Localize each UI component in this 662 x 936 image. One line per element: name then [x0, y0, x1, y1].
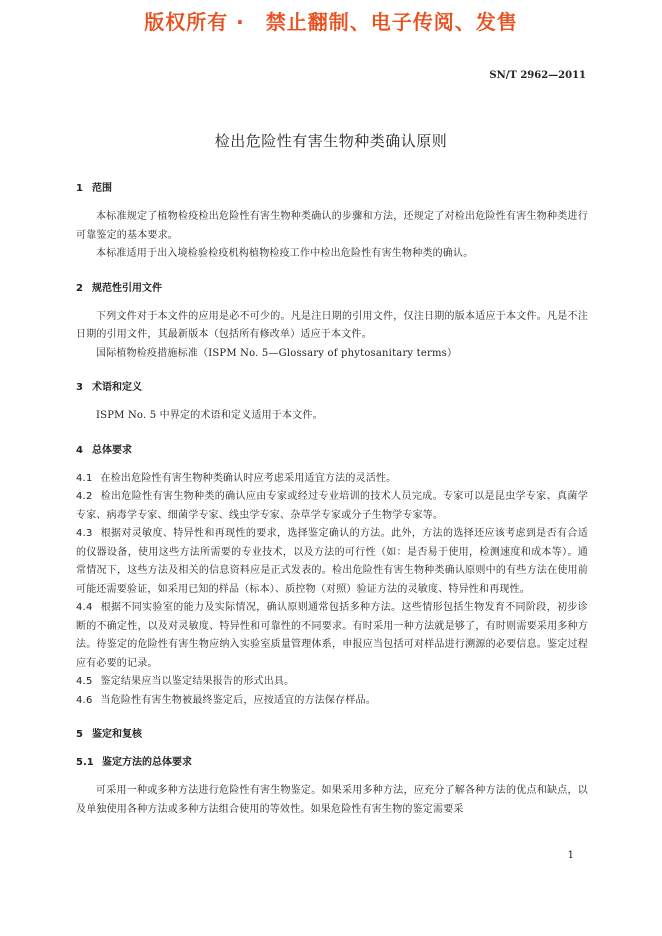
section-3-heading	[76, 379, 588, 397]
clause-number: 4.5	[76, 676, 93, 687]
section-title: 鉴定和复核	[92, 729, 142, 740]
clause-number: 4.2	[76, 491, 93, 502]
section-number: 5	[76, 729, 83, 740]
clause-4-4	[76, 599, 588, 673]
clause-number: 4.1	[76, 472, 93, 484]
section-title: 总体要求	[92, 444, 132, 456]
paragraph: 可采用一种或多种方法进行危险性有害生物鉴定。如果采用多种方法，应充分了解各种方法的优点和缺点，以及单独使用各种方法或多种方法组合使用的等效性。如果危险性有害生物的鉴定需要采	[76, 785, 588, 815]
clause-text: 鉴定结果应当以鉴定结果报告的形式出具。	[100, 676, 295, 687]
paragraph: 本标准适用于出入境检验检疫机构植物检疫工作中检出危险性有害生物种类的确认。	[96, 248, 474, 259]
section-1-heading	[76, 180, 588, 198]
section-2-heading	[76, 280, 588, 298]
standard-code: SN/T 2962—2011	[489, 70, 586, 81]
paragraph: 国际植物检疫措施标准（ISPM No. 5—Glossary of phytosanitary terms）	[96, 347, 458, 359]
subsection-number: 5.1	[76, 757, 94, 768]
subsection-5-1-heading	[76, 754, 588, 772]
paragraph: ISPM No. 5 中界定的术语和定义适用于本文件。	[96, 410, 323, 421]
paragraph: 下列文件对于本文件的应用是必不可少的。凡是注日期的引用文件，仅注日期的版本适应于本文件。凡是不注日期的引用文件，其最新版本（包括所有修改单）适应于本文件。	[76, 310, 588, 340]
clause-4-1	[76, 470, 588, 489]
clause-text: 在检出危险性有害生物种类确认时应考虑采用适宜方法的灵活性。	[100, 472, 397, 484]
section-title: 范围	[92, 183, 112, 194]
clause-text: 根据对灵敏度、特异性和再现性的要求，选择鉴定确认的方法。此外，方法的选择还应该考虑到是否有合适的仪器设备，使用这些方法所需要的专业技术，以及方法的可行性（如：是否易于使用，检测速度和成本等）。通常情况下，这些方法及相关的信息资料应是正式发表的。检出危险性有害生物种类确认原则中的有些方法在使用前可能还需要验证，如采用已知的样品（标本）、质控物（对照）验证方法的灵敏度、特异性和再现性。	[76, 528, 588, 595]
page-number: 1	[567, 850, 574, 861]
clause-number: 4.4	[76, 602, 93, 613]
document-body	[76, 180, 588, 819]
clause-text: 当危险性有害生物被最终鉴定后，应按适宜的方法保存样品。	[100, 694, 376, 706]
clause-number: 4.6	[76, 694, 93, 706]
section-number: 2	[76, 282, 83, 294]
clause-4-3	[76, 525, 588, 599]
section-5-heading	[76, 726, 588, 744]
clause-4-5	[76, 673, 588, 692]
subsection-title: 鉴定方法的总体要求	[102, 757, 192, 768]
paragraph: 本标准规定了植物检疫检出危险性有害生物种类确认的步骤和方法，还规定了对检出危险性有害生物种类进行可靠鉴定的基本要求。	[76, 211, 588, 241]
document-title: 检出危险性有害生物种类确认原则	[214, 132, 448, 150]
section-number: 1	[76, 183, 83, 194]
clause-4-6	[76, 692, 588, 711]
clause-4-2	[76, 488, 588, 525]
section-4-heading	[76, 442, 588, 460]
section-title: 规范性引用文件	[92, 282, 162, 294]
section-number: 3	[76, 382, 83, 393]
copyright-watermark: 版权所有 · 禁止翻制、电子传阅、发售	[144, 10, 518, 34]
section-title: 术语和定义	[92, 382, 142, 393]
clause-text: 根据不同实验室的能力及实际情况，确认原则通常包括多种方法。这些情形包括生物发育不同阶段，初步诊断的不确定性，以及对灵敏度、特异性和可靠性的不同要求。有时采用一种方法就是够了，有时则需要采用多种方法。待鉴定的危险性有害生物应纳入实验室质量管理体系，申报应当包括可对样品进行溯源的必要信息。鉴定过程应有必要的记录。	[76, 602, 588, 669]
clause-number: 4.3	[76, 528, 93, 539]
clause-text: 检出危险性有害生物种类的确认应由专家或经过专业培训的技术人员完成。专家可以是昆虫学专家、真菌学专家、病毒学专家、细菌学专家、线虫学专家、杂草学专家或分子生物学专家等。	[76, 491, 588, 521]
section-number: 4	[76, 444, 83, 456]
